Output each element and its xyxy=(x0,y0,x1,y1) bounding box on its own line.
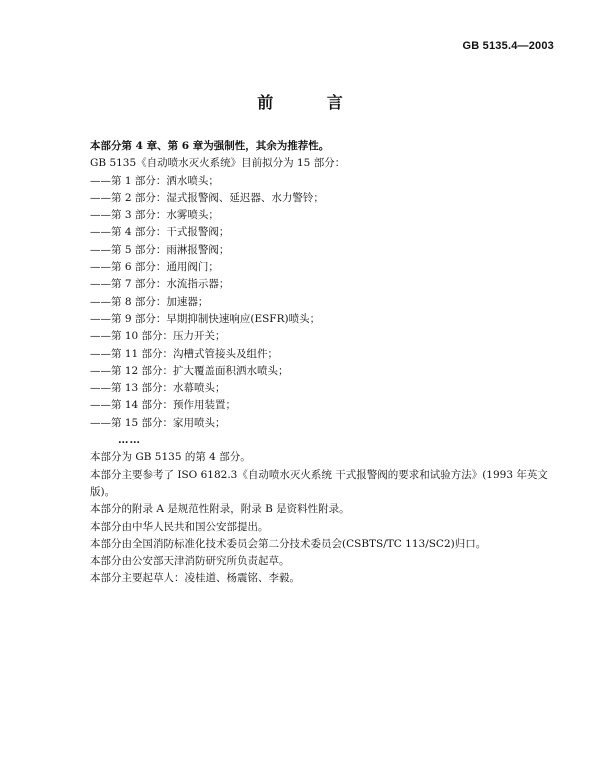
list-item: ——第 8 部分：加速器； xyxy=(90,295,209,308)
paragraph: 本部分由中华人民共和国公安部提出。 xyxy=(90,520,269,533)
mandatory-statement: 本部分第 4 章、第 6 章为强制性，其余为推荐性。 xyxy=(90,140,330,152)
list-item: ——第 7 部分：水流指示器； xyxy=(90,278,230,291)
paragraph: 本部分为 GB 5135 的第 4 部分。 xyxy=(90,451,251,464)
paragraph: 本部分由全国消防标准化技术委员会第二分技术委员会(CSBTS/TC 113/SC2)归口。 xyxy=(90,537,487,550)
list-ellipsis: …… xyxy=(118,434,141,447)
paragraph: 本部分主要参考了 ISO 6182.3《自动喷水灭火系统 干式报警阀的要求和试验方法》(1993 年英文版)。 xyxy=(90,468,548,498)
parts-list xyxy=(70,173,550,450)
list-item: ——第 4 部分：干式报警阀； xyxy=(90,226,230,239)
list-item: ——第 3 部分：水雾喷头； xyxy=(90,209,219,222)
paragraph: 本部分由公安部天津消防研究所负责起草。 xyxy=(90,555,290,568)
paragraph: 本部分主要起草人：凌桂道、杨震铭、李毅。 xyxy=(90,572,300,585)
list-item: ——第 11 部分：沟槽式管接头及组件； xyxy=(90,347,279,360)
list-item: ——第 5 部分：雨淋报警阀； xyxy=(90,243,230,256)
list-item: ——第 12 部分：扩大覆盖面积洒水喷头； xyxy=(90,364,289,377)
page-title: 前 言 xyxy=(257,93,367,112)
list-item: ——第 2 部分：湿式报警阀、延迟器、水力警铃； xyxy=(90,191,324,204)
foreword-body xyxy=(70,138,550,588)
intro-paragraph: GB 5135《自动喷水灭火系统》目前拟分为 15 部分： xyxy=(90,157,346,170)
standard-number: GB 5135.4—2003 xyxy=(462,40,554,52)
list-item: ——第 10 部分：压力开关； xyxy=(90,330,226,343)
list-item: ——第 14 部分：预作用装置； xyxy=(90,399,237,412)
list-item: ——第 9 部分：早期抑制快速响应(ESFR)喷头； xyxy=(90,312,321,325)
list-item: ——第 6 部分：通用阀门； xyxy=(90,261,219,274)
list-item: ——第 13 部分：水幕喷头； xyxy=(90,382,226,395)
paragraph: 本部分的附录 A 是规范性附录，附录 B 是资料性附录。 xyxy=(90,503,350,516)
list-item: ——第 15 部分：家用喷头； xyxy=(90,416,226,429)
list-item: ——第 1 部分：洒水喷头； xyxy=(90,174,219,187)
